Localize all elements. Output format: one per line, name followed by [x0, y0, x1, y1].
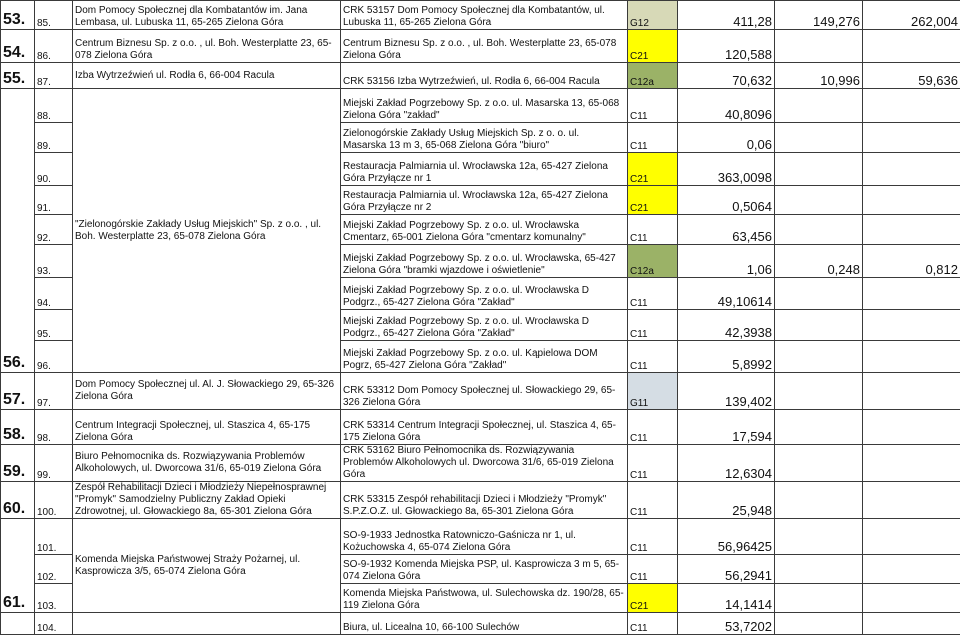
- object-cell: Miejski Zakład Pogrzebowy Sp. z o.o. ul. Wrocławska D Podgrz., 65-427 Zielona Góra "Zakład": [341, 310, 628, 341]
- table-row: [1, 30, 960, 63]
- group-number: 55.: [1, 63, 35, 89]
- tariff-cell: C11: [628, 89, 678, 123]
- object-cell: CRK 53157 Dom Pomocy Społecznej dla Kombatantów, ul. Lubuska 11, 65-265 Zielona Góra: [341, 1, 628, 30]
- tariff-cell: G12: [628, 1, 678, 30]
- total-value: 70,632: [678, 63, 775, 89]
- row-number: 100.: [35, 482, 73, 519]
- total-value: 56,96425: [678, 519, 775, 555]
- tariff-cell: C21: [628, 186, 678, 215]
- row-number: 97.: [35, 373, 73, 410]
- object-cell: CRK 53314 Centrum Integracji Społecznej, ul. Staszica 4, 65-175 Zielona Góra: [341, 410, 628, 445]
- row-number: 87.: [35, 63, 73, 89]
- tariff-cell: C11: [628, 555, 678, 584]
- tariff-cell: C11: [628, 278, 678, 310]
- tariff-cell: G11: [628, 373, 678, 410]
- group-number: 56.: [1, 89, 35, 373]
- owner-cell: Centrum Biznesu Sp. z o.o. , ul. Boh. Westerplatte 23, 65-078 Zielona Góra: [73, 30, 341, 63]
- owner-cell: Centrum Integracji Społecznej, ul. Staszica 4, 65-175 Zielona Góra: [73, 410, 341, 445]
- object-cell: Restauracja Palmiarnia ul. Wrocławska 12a, 65-427 Zielona Góra Przyłącze nr 2: [341, 186, 628, 215]
- total-value: 49,10614: [678, 278, 775, 310]
- owner-cell: Zespół Rehabilitacji Dzieci i Młodzieży Niepełnosprawnej "Promyk" Samodzielny Publiczny Zakład Opieki Zdrowotnej, ul. Głowackiego 8a, 65-301 Zielona Góra: [73, 482, 341, 519]
- tariff-cell: C11: [628, 410, 678, 445]
- tariff-cell: C11: [628, 445, 678, 482]
- tariff-cell: C11: [628, 482, 678, 519]
- total-value: 411,28: [678, 1, 775, 30]
- object-cell: CRK 53162 Biuro Pełnomocnika ds. Rozwiązywania Problemów Alkoholowych ul. Dworcowa 31/6, 65-019 Zielona Góra: [341, 445, 628, 482]
- object-cell: CRK 53156 Izba Wytrzeźwień, ul. Rodła 6, 66-004 Racula: [341, 63, 628, 89]
- table-row: [1, 89, 960, 123]
- tariff-cell: C11: [628, 215, 678, 245]
- tariff-cell: C11: [628, 310, 678, 341]
- row-number: 90.: [35, 153, 73, 186]
- row-number: 92.: [35, 215, 73, 245]
- group-number: 58.: [1, 410, 35, 445]
- total-value: 5,8992: [678, 341, 775, 373]
- row-number: 102.: [35, 555, 73, 584]
- zone2-value: 0,812: [863, 245, 960, 278]
- table-row: [1, 482, 960, 519]
- owner-cell: "Zielonogórskie Zakłady Usług Miejskich" Sp. z o.o. , ul. Boh. Westerplatte 23, 65-078 Zielona Góra: [73, 89, 341, 373]
- row-number: 89.: [35, 123, 73, 153]
- group-number: 59.: [1, 445, 35, 482]
- total-value: 42,3938: [678, 310, 775, 341]
- object-cell: CRK 53312 Dom Pomocy Społecznej ul. Słowackiego 29, 65-326 Zielona Góra: [341, 373, 628, 410]
- tariff-cell: C11: [628, 123, 678, 153]
- tariff-cell: C11: [628, 613, 678, 635]
- object-cell: Zielonogórskie Zakłady Usług Miejskich Sp. z o. o. ul. Masarska 13 m 3, 65-068 Zielona Góra "biuro": [341, 123, 628, 153]
- total-value: 0,5064: [678, 186, 775, 215]
- total-value: 56,2941: [678, 555, 775, 584]
- object-cell: Miejski Zakład Pogrzebowy Sp. z o.o. ul. Wrocławska D Podgrz., 65-427 Zielona Góra "Zakład": [341, 278, 628, 310]
- row-number: 103.: [35, 584, 73, 613]
- table-row: [1, 445, 960, 482]
- tariff-cell: C21: [628, 584, 678, 613]
- group-number: 53.: [1, 1, 35, 30]
- owner-cell: Dom Pomocy Społecznej dla Kombatantów im. Jana Lembasa, ul. Lubuska 11, 65-265 Zielona Góra: [73, 1, 341, 30]
- row-number: 85.: [35, 1, 73, 30]
- tariff-cell: C21: [628, 153, 678, 186]
- zone1-value: 149,276: [775, 1, 863, 30]
- row-number: 94.: [35, 278, 73, 310]
- owner-cell: Dom Pomocy Społecznej ul. Al. J. Słowackiego 29, 65-326 Zielona Góra: [73, 373, 341, 410]
- total-value: 0,06: [678, 123, 775, 153]
- total-value: 1,06: [678, 245, 775, 278]
- object-cell: CRK 53315 Zespół rehabilitacji Dzieci i Młodzieży "Promyk" S.P.Z.O.Z. ul. Głowackiego 8a, 65-301 Zielona Góra: [341, 482, 628, 519]
- total-value: 40,8096: [678, 89, 775, 123]
- zone2-value: 59,636: [863, 63, 960, 89]
- object-cell: SO-9-1933 Jednostka Ratowniczo-Gaśnicza nr 1, ul. Kożuchowska 4, 65-074 Zielona Góra: [341, 519, 628, 555]
- object-cell: Centrum Biznesu Sp. z o.o. , ul. Boh. Westerplatte 23, 65-078 Zielona Góra: [341, 30, 628, 63]
- row-number: 91.: [35, 186, 73, 215]
- object-cell: Miejski Zakład Pogrzebowy Sp. z o.o. ul. Wrocławska Cmentarz, 65-001 Zielona Góra "cmentarz komunalny": [341, 215, 628, 245]
- owner-cell: Biuro Pełnomocnika ds. Rozwiązywania Problemów Alkoholowych, ul. Dworcowa 31/6, 65-019 Zielona Góra: [73, 445, 341, 482]
- tariff-cell: C12a: [628, 245, 678, 278]
- owner-cell: Komenda Miejska Państwowej Straży Pożarnej, ul. Kasprowicza 3/5, 65-074 Zielona Góra: [73, 519, 341, 613]
- table-row: [1, 519, 960, 555]
- table-row: [1, 373, 960, 410]
- total-value: 63,456: [678, 215, 775, 245]
- total-value: 17,594: [678, 410, 775, 445]
- tariff-cell: C11: [628, 341, 678, 373]
- zone1-value: 10,996: [775, 63, 863, 89]
- row-number: 93.: [35, 245, 73, 278]
- group-number: 54.: [1, 30, 35, 63]
- row-number: 98.: [35, 410, 73, 445]
- object-cell: Restauracja Palmiarnia ul. Wrocławska 12a, 65-427 Zielona Góra Przyłącze nr 1: [341, 153, 628, 186]
- row-number: 95.: [35, 310, 73, 341]
- table-row: [1, 63, 960, 89]
- object-cell: Miejski Zakład Pogrzebowy Sp. z o.o. ul. Kąpielowa DOM Pogrz, 65-427 Zielona Góra "Zakład": [341, 341, 628, 373]
- row-number: 99.: [35, 445, 73, 482]
- total-value: 363,0098: [678, 153, 775, 186]
- group-number: 61.: [1, 519, 35, 613]
- group-number: 57.: [1, 373, 35, 410]
- row-number: 96.: [35, 341, 73, 373]
- object-cell: Komenda Miejska Państwowa, ul. Sulechowska dz. 190/28, 65-119 Zielona Góra: [341, 584, 628, 613]
- total-value: 14,1414: [678, 584, 775, 613]
- table-row: [1, 410, 960, 445]
- total-value: 139,402: [678, 373, 775, 410]
- zone1-value: 0,248: [775, 245, 863, 278]
- table-row: [1, 613, 960, 635]
- tariff-cell: C21: [628, 30, 678, 63]
- object-cell: Biura, ul. Licealna 10, 66-100 Sulechów: [341, 613, 628, 635]
- object-cell: Miejski Zakład Pogrzebowy Sp. z o.o. ul. Masarska 13, 65-068 Zielona Góra "zakład": [341, 89, 628, 123]
- row-number: 88.: [35, 89, 73, 123]
- table-row: [1, 1, 960, 30]
- tariff-cell: C12a: [628, 63, 678, 89]
- total-value: 25,948: [678, 482, 775, 519]
- total-value: 53,7202: [678, 613, 775, 635]
- total-value: 120,588: [678, 30, 775, 63]
- tariff-cell: C11: [628, 519, 678, 555]
- object-cell: Miejski Zakład Pogrzebowy Sp. z o.o. ul. Wrocławska, 65-427 Zielona Góra "bramki wjazdowe i oświetlenie": [341, 245, 628, 278]
- row-number: 101.: [35, 519, 73, 555]
- object-cell: SO-9-1932 Komenda Miejska PSP, ul. Kasprowicza 3 m 5, 65-074 Zielona Góra: [341, 555, 628, 584]
- group-number: 60.: [1, 482, 35, 519]
- total-value: 12,6304: [678, 445, 775, 482]
- row-number: 104.: [35, 613, 73, 635]
- row-number: 86.: [35, 30, 73, 63]
- zone2-value: 262,004: [863, 1, 960, 30]
- owner-cell: Izba Wytrzeźwień ul. Rodła 6, 66-004 Racula: [73, 63, 341, 89]
